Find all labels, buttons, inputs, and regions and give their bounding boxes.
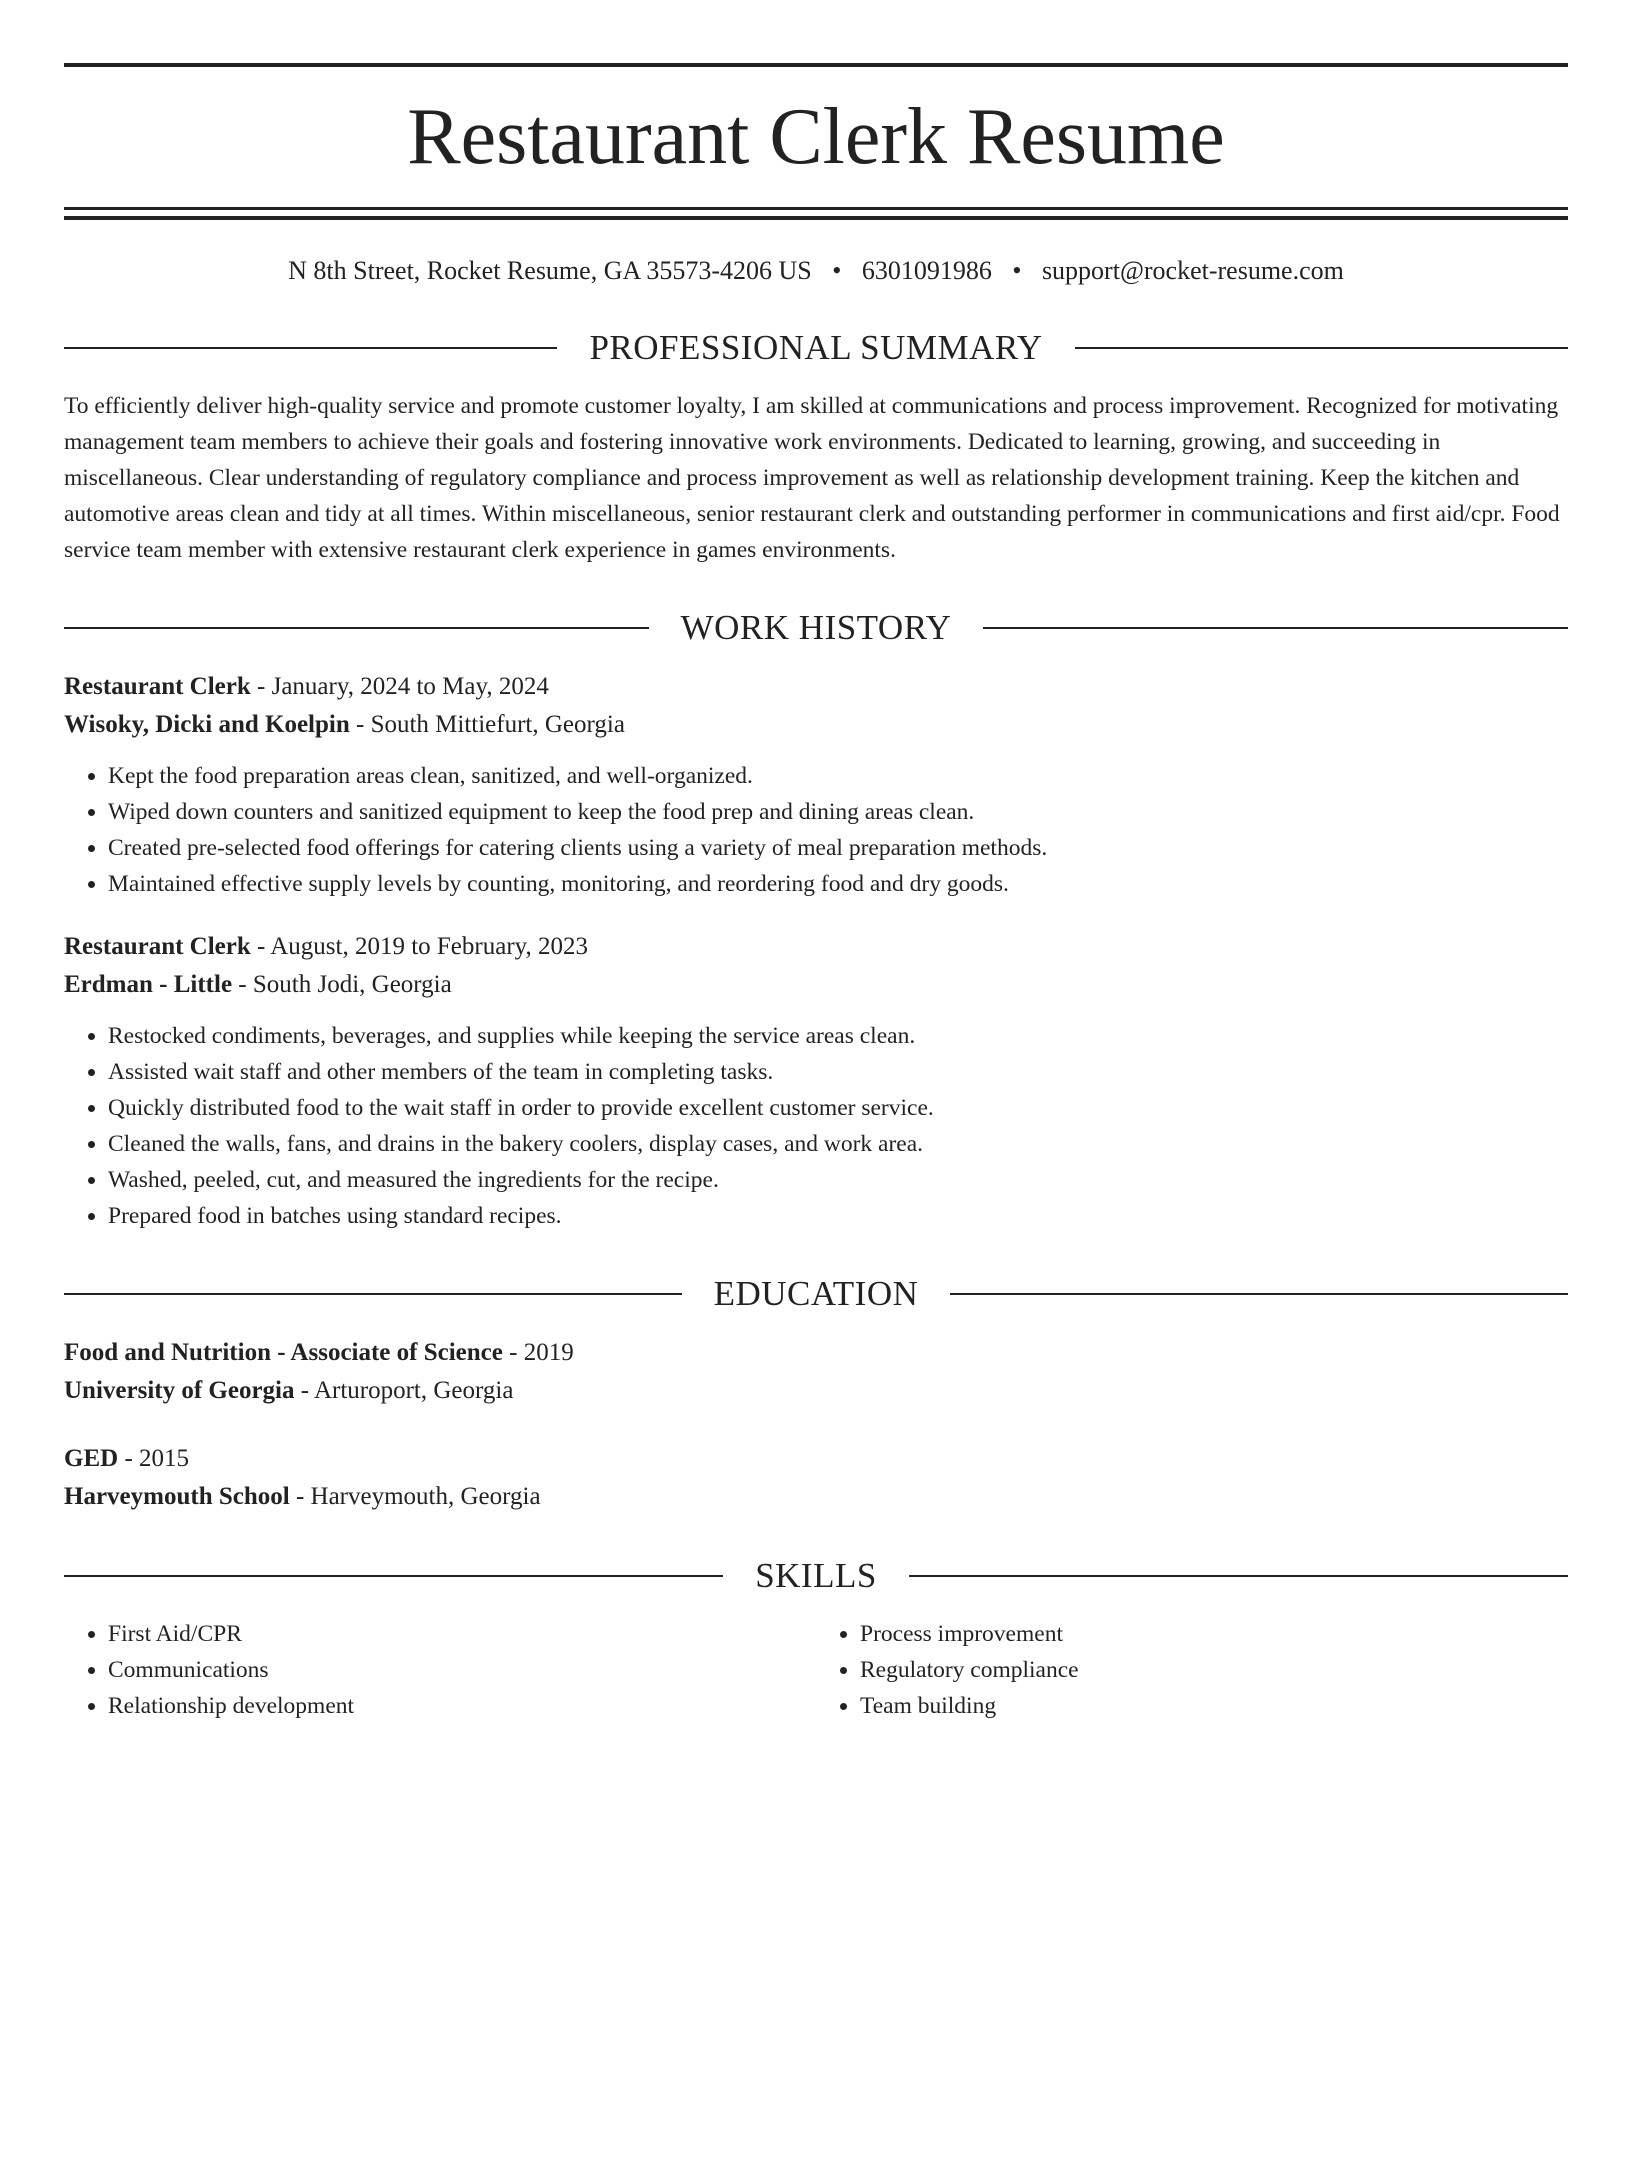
job-duties-list (64, 758, 1568, 902)
job-duty: • Created pre-selected food offerings for catering clients using a variety of meal preparation methods. (108, 830, 1568, 866)
job-company: Wisoky, Dicki and Koelpin (64, 711, 350, 738)
skill-item: • Process improvement (860, 1616, 1568, 1652)
top-rule (64, 63, 1568, 67)
job-title-line (64, 668, 1568, 706)
heading-rule-left (64, 1293, 682, 1295)
contact-email: support@rocket-resume.com (1041, 256, 1344, 285)
page-title: Restaurant Clerk Resume (407, 93, 1225, 181)
heading-rule-right (983, 627, 1568, 629)
title-double-rule (64, 207, 1568, 220)
degree-name: Food and Nutrition - Associate of Science (64, 1339, 503, 1366)
contact-line (64, 254, 1568, 288)
contact-address: N 8th Street, Rocket Resume, GA 35573-4206 US (288, 256, 812, 285)
section-heading-summary (64, 326, 1568, 370)
education-entry (64, 1440, 1568, 1516)
school-location: - Arturoport, Georgia (294, 1377, 514, 1404)
degree-year: - 2015 (118, 1445, 190, 1472)
heading-rule-right (950, 1293, 1568, 1295)
job-duties-list (64, 1018, 1568, 1234)
contact-phone: 6301091986 (861, 256, 992, 285)
job-duty: • Cleaned the walls, fans, and drains in the bakery coolers, display cases, and work area. (108, 1126, 1568, 1162)
skill-item: • Communications (108, 1652, 816, 1688)
job-title-line (64, 928, 1568, 966)
section-title-skills: SKILLS (755, 1556, 877, 1595)
heading-rule-right (909, 1575, 1568, 1577)
job-entry (64, 928, 1568, 1234)
section-title-education: EDUCATION (713, 1274, 919, 1313)
job-duty: • Quickly distributed food to the wait staff in order to provide excellent customer service. (108, 1090, 1568, 1126)
job-company-line (64, 706, 1568, 744)
skills-column-left (64, 1616, 816, 1724)
degree-year: - 2019 (502, 1339, 574, 1366)
section-heading-work-history (64, 606, 1568, 650)
job-dates: - August, 2019 to February, 2023 (250, 933, 589, 960)
school-line (64, 1372, 1568, 1410)
school-location: - Harveymouth, Georgia (289, 1483, 541, 1510)
skills-grid (64, 1616, 1568, 1724)
resume-page (0, 63, 1632, 2175)
school-name: University of Georgia (64, 1377, 295, 1404)
skill-item: • Team building (860, 1688, 1568, 1724)
skill-item: • First Aid/CPR (108, 1616, 816, 1652)
job-duty: • Washed, peeled, cut, and measured the ingredients for the recipe. (108, 1162, 1568, 1198)
section-heading-skills (64, 1554, 1568, 1598)
job-title: Restaurant Clerk (64, 933, 251, 960)
heading-rule-right (1075, 347, 1568, 349)
skill-item: • Relationship development (108, 1688, 816, 1724)
school-name: Harveymouth School (64, 1483, 290, 1510)
summary-text: To efficiently deliver high-quality service and promote customer loyalty, I am skilled at communications and process improvement. Recognized for motivating management team members to achieve their goals and fostering innovative work environments. Dedicated to learning, growing, and succeeding in miscellaneous. Clear understanding of regulatory compliance and process improvement as well as relationship development training. Keep the kitchen and automotive areas clean and tidy at all times. Within miscellaneous, senior restaurant clerk and outstanding performer in communications and first aid/cpr. Food service team member with extensive restaurant clerk experience in games environments. (64, 393, 1560, 563)
degree-line (64, 1334, 1568, 1372)
education-entry (64, 1334, 1568, 1410)
job-duty: • Prepared food in batches using standard recipes. (108, 1198, 1568, 1234)
job-duty: • Assisted wait staff and other members of the team in completing tasks. (108, 1054, 1568, 1090)
skills-column-right (816, 1616, 1568, 1724)
job-duty: • Restocked condiments, beverages, and supplies while keeping the service areas clean. (108, 1018, 1568, 1054)
job-location: - South Mittiefurt, Georgia (349, 711, 625, 738)
degree-line (64, 1440, 1568, 1478)
job-location: - South Jodi, Georgia (232, 971, 452, 998)
contact-separator: • (1012, 256, 1022, 285)
job-duty: • Kept the food preparation areas clean, sanitized, and well-organized. (108, 758, 1568, 794)
skill-item: • Regulatory compliance (860, 1652, 1568, 1688)
job-company: Erdman - Little (64, 971, 233, 998)
section-title-summary: PROFESSIONAL SUMMARY (589, 328, 1043, 367)
school-line (64, 1478, 1568, 1516)
section-title-work-history: WORK HISTORY (680, 608, 952, 647)
job-entry (64, 668, 1568, 902)
job-duty: • Wiped down counters and sanitized equipment to keep the food prep and dining areas clean. (108, 794, 1568, 830)
heading-rule-left (64, 627, 649, 629)
heading-rule-left (64, 347, 557, 349)
degree-name: GED (64, 1445, 119, 1472)
job-duty: • Maintained effective supply levels by counting, monitoring, and reordering food and dry goods. (108, 866, 1568, 902)
job-dates: - January, 2024 to May, 2024 (250, 673, 549, 700)
section-heading-education (64, 1272, 1568, 1316)
job-title: Restaurant Clerk (64, 673, 251, 700)
job-company-line (64, 966, 1568, 1004)
contact-separator: • (832, 256, 842, 285)
heading-rule-left (64, 1575, 723, 1577)
